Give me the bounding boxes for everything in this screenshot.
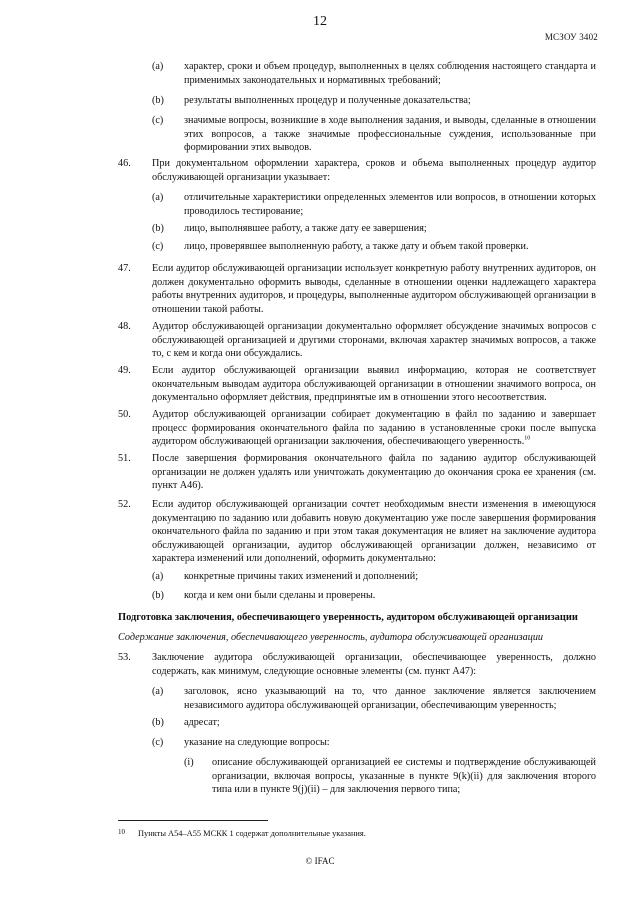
paragraph-number: 51. (118, 453, 131, 464)
paragraph-number: 50. (118, 409, 131, 420)
paragraph-number: 52. (118, 499, 131, 510)
item-label: (c) (152, 737, 164, 748)
footnote-number: 10 (118, 828, 125, 836)
item-label: (b) (152, 717, 164, 728)
item-text: значимые вопросы, возникшие в ходе выполнения задания, и выводы, сделанные в отношении этих вопросов, а также значимые профессиональные суждения, использованные при формировании этих выводов. (184, 115, 596, 154)
paragraph-text: При документальном оформлении характера, сроков и объема выполненных процедур аудитор обслуживающей организации указывает: (152, 158, 596, 183)
item-text: адресат; (184, 717, 220, 728)
item-label: (b) (152, 95, 164, 106)
paragraph-text: Аудитор обслуживающей организации документально оформляет обсуждение значимых вопросов с обслуживающей организацией и другими сторонами, включая характер значимых вопросов, а также то, с кем и когда они обсуждались. (152, 321, 596, 360)
item-label: (a) (152, 686, 164, 697)
footnote-separator (118, 820, 268, 821)
section-heading: Подготовка заключения, обеспечивающего уверенность, аудитором обслуживающей организации (118, 612, 578, 623)
document-code: МСЗОУ 3402 (544, 32, 598, 42)
item-text: результаты выполненных процедур и полученные доказательства; (184, 95, 471, 106)
footnote-text: Пункты A54–A55 МСКК 1 содержат дополнительные указания. (138, 829, 366, 838)
item-text: отличительные характеристики определенных элементов или вопросов, в отношении которых проводилось тестирование; (184, 192, 596, 217)
item-text: лицо, проверявшее выполненную работу, а также дату и объем такой проверки. (184, 241, 529, 252)
item-text: когда и кем они были сделаны и проверены. (184, 590, 376, 601)
paragraph-text: Заключение аудитора обслуживающей организации, обеспечивающее уверенность, должно содержать, как минимум, следующие основные элементы (см. пункт A47): (152, 652, 596, 677)
subsection-heading: Содержание заключения, обеспечивающего уверенность, аудитора обслуживающей организации (118, 632, 544, 643)
item-label: (b) (152, 223, 164, 234)
paragraph-number: 49. (118, 365, 131, 376)
footnote-reference: 10 (524, 435, 531, 442)
paragraph-number: 46. (118, 158, 131, 169)
item-label: (c) (152, 241, 164, 252)
item-label: (a) (152, 61, 164, 72)
item-label: (a) (152, 571, 164, 582)
paragraph-text: После завершения формирования окончательного файла по заданию аудитор обслуживающей организации не должен удалять или уничтожать документацию до окончания срока ее хранения (см. пункт A46). (152, 453, 596, 492)
paragraph-text (152, 408, 596, 449)
subitem-label: (i) (184, 757, 194, 768)
paragraph-text-body: Аудитор обслуживающей организации собирает документацию в файл по заданию и завершает процесс формирования окончательного файла по заданию в установленные сроки после выпуска аудитором обслуживающей организации заключения, обеспечивающего уверенность. (152, 409, 596, 448)
item-label: (a) (152, 192, 164, 203)
item-text: лицо, выполнявшее работу, а также дату ее завершения; (184, 223, 427, 234)
item-text: характер, сроки и объем процедур, выполненных в целях соблюдения настоящего стандарта и применимых законодательных и нормативных требований; (184, 61, 596, 86)
paragraph-text: Если аудитор обслуживающей организации использует конкретную работу внутренних аудиторов, он должен документально оформить выводы, сделанные в отношении оценки надлежащего характера работы внутренних аудиторов, и процедуры, выполненные аудитором обслуживающей организации в отношении такой работы. (152, 263, 596, 315)
page-number: 12 (313, 14, 327, 29)
item-text: конкретные причины таких изменений и дополнений; (184, 571, 419, 582)
paragraph-number: 48. (118, 321, 131, 332)
copyright-footer: © IFAC (305, 856, 335, 866)
paragraph-number: 53. (118, 652, 131, 663)
paragraph-text: Если аудитор обслуживающей организации выявил информацию, которая не соответствует окончательным выводам аудитора обслуживающей организации в отношении значимого вопроса, он документально оформляет действия, предпринятые им в отношении этого несоответствия. (152, 365, 596, 404)
subitem-text: описание обслуживающей организацией ее системы и подтверждение обслуживающей организации, включая вопросы, указанные в пункте 9(k)(ii) для заключения второго типа или в пункте 9(j)(ii) – для заключения первого типа; (212, 757, 596, 796)
paragraph-number: 47. (118, 263, 131, 274)
item-label: (b) (152, 590, 164, 601)
paragraph-text: Если аудитор обслуживающей организации сочтет необходимым внести изменения в имеющуюся документацию по заданию или добавить новую документацию уже после завершения формирования окончательного файла по заданию и при этом такая документация не влияет на заключение аудитора обслуживающей организации, аудитор обслуживающей организации должен, независимо от характера изменений или дополнений, оформить документально: (152, 499, 596, 565)
item-label: (c) (152, 115, 164, 126)
item-text: заголовок, ясно указывающий на то, что данное заключение является заключением независимого аудитора обслуживающей организации, обеспечивающим уверенность; (184, 686, 596, 711)
item-text: указание на следующие вопросы: (184, 737, 330, 748)
